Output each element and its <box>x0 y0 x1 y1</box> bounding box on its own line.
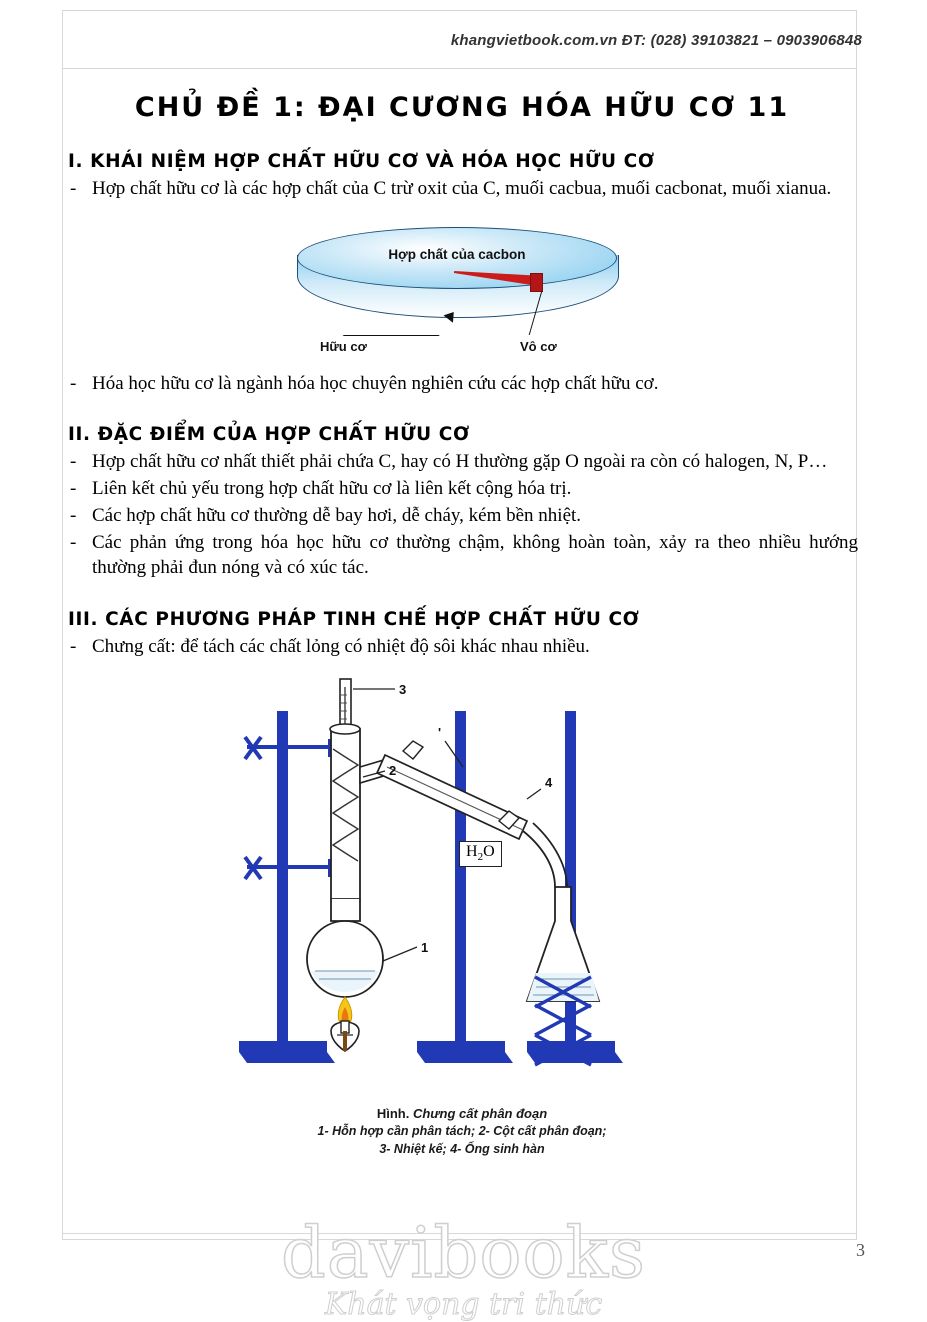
list-item <box>62 371 862 396</box>
bullet-dash: - <box>70 451 77 473</box>
list-item-text: Các hợp chất hữu cơ thường dễ bay hơi, dễ cháy, kém bền nhiệt. <box>92 505 582 527</box>
list-item-text: Các phản ứng trong hóa học hữu cơ thường chậm, không hoàn toàn, xảy ra theo nhiều hướng thường phải đun nóng và có xúc tác. <box>92 532 858 579</box>
document-body <box>62 80 862 1158</box>
list-item-text: Hợp chất hữu cơ nhất thiết phải chứa C, hay có H thường gặp O ngoài ra còn có halogen, N, P… <box>92 451 828 473</box>
figure-caption-line-2: 1- Hỗn hợp cần phân tách; 2- Cột cất phân đoạn; <box>317 1124 607 1139</box>
svg-text:1: 1 <box>421 939 429 955</box>
bullet-dash: - <box>70 505 77 527</box>
list-item-text: Hợp chất hữu cơ là các hợp chất của C trừ oxit của C, muối cacbua, muối cacbonat, muối xianua. <box>92 178 832 199</box>
water-inlet-label: $H_2O$ <box>459 841 502 867</box>
watermark-sub: Khát vọng tri thức <box>324 1287 603 1322</box>
section-heading-1: I. KHÁI NIỆM HỢP CHẤT HỮU CƠ VÀ HÓA HỌC HỮU CƠ <box>68 151 655 172</box>
list-item <box>62 476 862 501</box>
list-item-text: Chưng cất: để tách các chất lỏng có nhiệt độ sôi khác nhau nhiều. <box>92 635 590 657</box>
svg-text:4: 4 <box>545 774 553 790</box>
list-item <box>62 176 862 201</box>
svg-text:3: 3 <box>399 681 407 697</box>
page-number: 3 <box>856 1240 865 1260</box>
header-divider <box>62 68 857 69</box>
footer-divider <box>62 1233 857 1234</box>
svg-text:2: 2 <box>389 762 397 778</box>
bullet-dash: - <box>70 373 77 395</box>
figure-distillation-apparatus <box>227 671 697 1101</box>
bullet-dash: - <box>70 178 77 199</box>
list-item-text: Hóa học hữu cơ là ngành hóa học chuyên nghiên cứu các hợp chất hữu cơ. <box>92 373 659 395</box>
list-item <box>62 530 862 580</box>
document-header: khangvietbook.com.vn ĐT: (028) 39103821 – 0903906848 <box>450 32 862 49</box>
inorganic-wedge-face <box>530 273 543 292</box>
bullet-dash: - <box>70 635 77 657</box>
figure-label-inorganic: Vô cơ <box>520 339 557 355</box>
list-item <box>62 449 862 474</box>
watermark-main: davibooks <box>281 1212 646 1294</box>
figure-caption-subtitle: Chưng cất phân đoạn <box>412 1105 548 1121</box>
bullet-dash: - <box>70 532 77 554</box>
svg-text:': ' <box>438 724 442 740</box>
section-heading-3: III. CÁC PHƯƠNG PHÁP TINH CHẾ HỢP CHẤT HỮU CƠ <box>68 608 640 630</box>
figure-label-organic: Hữu cơ <box>320 339 367 355</box>
distillation-drawing <box>227 671 697 1101</box>
figure-carbon-compounds <box>282 219 642 369</box>
figure-caption-line-3: 3- Nhiệt kế; 4- Ống sinh hàn <box>379 1142 545 1157</box>
bullet-dash: - <box>70 478 77 500</box>
figure-caption-title: Hình. <box>376 1105 410 1121</box>
leader-line-left <box>356 315 456 337</box>
list-item <box>62 634 862 659</box>
list-item <box>62 503 862 528</box>
page-title: CHỦ ĐỀ 1: ĐẠI CƯƠNG HÓA HỮU CƠ 11 <box>134 92 790 123</box>
section-heading-2: II. ĐẶC ĐIỂM CỦA HỢP CHẤT HỮU CƠ <box>68 424 470 446</box>
figure-caption <box>227 1105 697 1158</box>
list-item-text: Liên kết chủ yếu trong hợp chất hữu cơ là liên kết cộng hóa trị. <box>92 478 572 500</box>
figure-center-label: Hợp chất của cacbon <box>388 247 526 263</box>
